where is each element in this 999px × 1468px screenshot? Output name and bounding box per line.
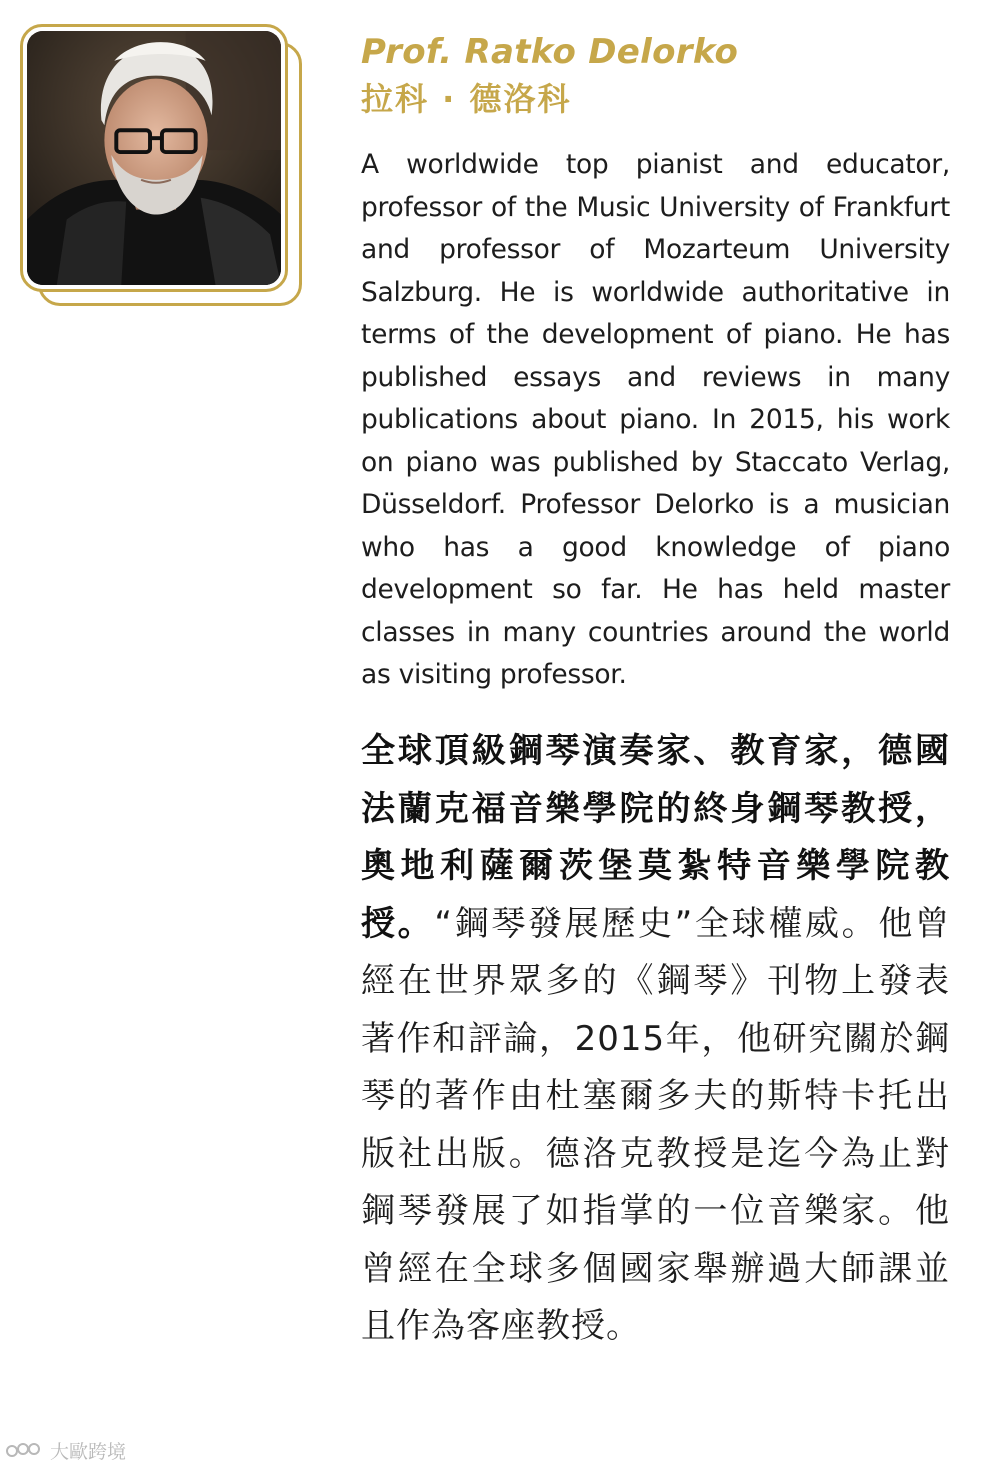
biography-chinese-body: “鋼琴發展歷史”全球權威。他曾經在世界眾多的《鋼琴》刊物上發表著作和評論，2015年，他研究關於鋼琴的著作由杜塞爾多夫的斯特卡托出版社出版。德洛克教授是迄今為止對鋼琴發展了如指掌的一位音樂家。他曾經在全球多個國家舉辦過大師課並且作為客座教授。 <box>361 903 951 1346</box>
logo-icon <box>6 1441 46 1461</box>
portrait-photo <box>27 31 281 285</box>
biography-chinese-lead: 全球頂級鋼琴演奏家、教育家，德國法蘭克福音樂學院的終身鋼琴教授，奧地利薩爾茨堡莫紮特音樂學院教授。 <box>361 731 950 944</box>
photo-frame <box>20 24 288 292</box>
biography-english: A worldwide top pianist and educator, professor of the Music University of Frankfurt and professor of Mozarteum University Salzburg. He is worldwide authoritative in terms of the development of piano. He has published essays and reviews in many publications about piano. In 2015, his work on piano was published by Staccato Verlag, Düsseldorf. Professor Delorko is a musician who has a good knowledge of piano development so far. He has held master classes in many countries around the world as visiting professor. <box>361 149 950 690</box>
name-chinese: 拉科 · 德洛科 <box>361 80 572 118</box>
watermark-text: 大歐跨境 <box>50 1441 127 1463</box>
biography-chinese <box>361 723 950 1356</box>
profile-photo-frame <box>20 24 306 308</box>
watermark <box>6 1437 126 1464</box>
profile-content <box>361 28 950 1390</box>
name-english: Prof. Ratko Delorko <box>361 32 739 72</box>
